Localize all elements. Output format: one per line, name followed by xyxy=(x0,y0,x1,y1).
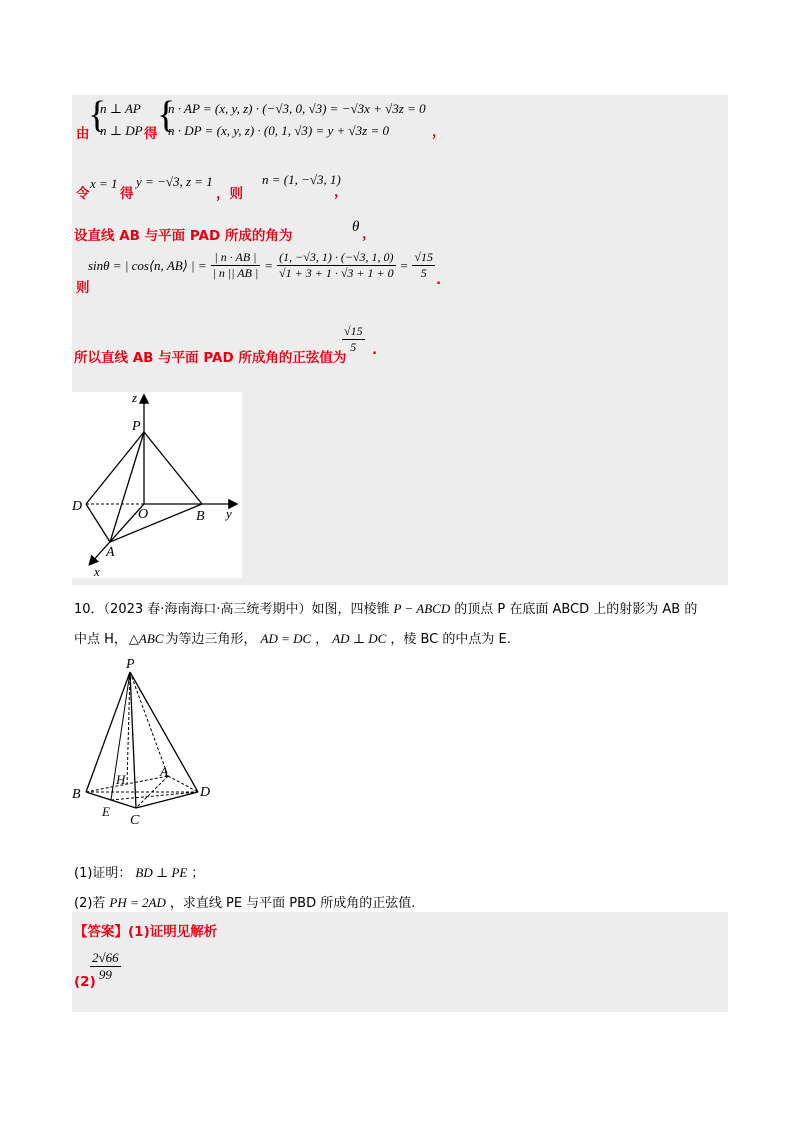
fraction-3-den: 5 xyxy=(420,266,427,280)
question-2-suffix: ，求直线 PE 与平面 PBD 所成角的正弦值. xyxy=(169,896,416,911)
system1-condition-a: n ⊥ AP xyxy=(100,101,141,116)
fraction-4 xyxy=(342,324,365,355)
fig2-label-D: D xyxy=(200,785,211,800)
fraction-3-num: √15 xyxy=(414,250,433,264)
fraction-3 xyxy=(412,250,435,281)
problem-source: （2023 春·海南海口·高三统考期中）如图，四棱锥 xyxy=(103,602,390,617)
equation-1: n · AP = (x, y, z) · (−√3, 0, √3) = −√3x + √3z = 0 xyxy=(168,101,426,116)
fraction-2 xyxy=(277,250,396,281)
normal-vector: n = (1, −√3, 1) xyxy=(262,172,341,187)
question-2 xyxy=(74,892,415,911)
line5-text: 所以直线 AB 与平面 PAD 所成角的正弦值为 xyxy=(74,350,347,366)
answer-tag: 【答案】 xyxy=(74,924,128,940)
system1-de: 得 xyxy=(144,126,158,142)
fraction-2-den: √1 + 3 + 1 · √3 + 1 + 0 xyxy=(279,266,394,280)
line4-prefix: 则 xyxy=(76,280,90,296)
left-brace-2: { xyxy=(157,94,176,136)
label-D: D xyxy=(72,499,83,514)
equals-1: = xyxy=(264,257,274,273)
fig2-label-E: E xyxy=(102,804,110,819)
sin-expr: sinθ = | cos⟨n, AB⟩ | = xyxy=(88,257,207,273)
figure-2-pyramid xyxy=(72,654,222,832)
problem-text-2b: 为等边三角形， xyxy=(165,632,257,647)
fig2-label-C: C xyxy=(130,813,140,828)
answer-fraction-num: 2√66 xyxy=(92,950,119,965)
line1-comma: ， xyxy=(432,124,446,140)
answer-fraction-den: 99 xyxy=(98,967,112,982)
problem-line-1 xyxy=(74,598,697,617)
fraction-4-num: √15 xyxy=(344,324,363,338)
equals-2: = xyxy=(399,257,409,273)
fraction-2-num: (1, −√3, 1) · (−√3, 1, 0) xyxy=(277,250,396,266)
problem-ad-perp: AD ⊥ DC xyxy=(332,631,387,646)
problem-text-1: 的顶点 P 在底面 ABCD 上的射影为 AB 的 xyxy=(454,602,698,617)
edge-PC xyxy=(130,672,136,808)
answer-part-1: (1)证明见解析 xyxy=(128,924,218,940)
line1-prefix: 由 xyxy=(76,126,90,142)
label-B: B xyxy=(196,509,205,524)
figure-1-pyramid-axes xyxy=(72,392,242,578)
line2-de: 得 xyxy=(120,186,134,202)
problem-line-2 xyxy=(74,628,511,647)
question-2-math: PH = 2AD xyxy=(109,895,166,910)
label-A: A xyxy=(106,545,115,560)
fraction-4-den: 5 xyxy=(350,340,357,354)
equation-2: n · DP = (x, y, z) · (0, 1, √3) = y + √3z = 0 xyxy=(168,123,389,138)
left-brace-1: { xyxy=(88,94,107,136)
label-P: P xyxy=(132,419,141,434)
fraction-1 xyxy=(211,250,261,281)
problem-text-2a: 中点 H， xyxy=(74,632,127,647)
line2-comma: ， xyxy=(334,184,348,200)
fig2-label-P: P xyxy=(126,657,135,672)
line2-prefix: 令 xyxy=(76,186,90,202)
question-1 xyxy=(74,862,204,881)
problem-sep: ， xyxy=(315,632,329,647)
fig2-label-A: A xyxy=(160,764,168,779)
system1-condition-b: n ⊥ DP xyxy=(100,123,143,138)
fig2-label-B: B xyxy=(72,787,81,802)
answer-line-1 xyxy=(74,920,217,940)
sin-formula xyxy=(88,250,435,281)
figure-1-background xyxy=(72,392,242,578)
problem-text-2c: ，棱 BC 的中点为 E. xyxy=(390,632,511,647)
let-x: x = 1 xyxy=(90,176,118,191)
label-y: y xyxy=(226,506,232,521)
answer-part-2-label: (2) xyxy=(74,974,96,990)
label-x: x xyxy=(94,564,100,578)
line5-period: . xyxy=(372,342,378,358)
line3-text: 设直线 AB 与平面 PAD 所成的角为 xyxy=(74,228,293,244)
question-1-math: BD ⊥ PE xyxy=(135,865,188,880)
line2-ze: ，则 xyxy=(216,186,243,202)
answer-fraction xyxy=(90,950,121,983)
fraction-1-den: | n || AB | xyxy=(212,266,259,280)
line3-comma: ， xyxy=(362,226,376,242)
let-yz: y = −√3, z = 1 xyxy=(136,174,213,189)
theta-symbol: θ xyxy=(352,219,360,235)
problem-triangle: △ABC xyxy=(128,631,164,646)
question-1-suffix: ； xyxy=(191,866,205,881)
question-1-prefix: (1)证明： xyxy=(74,866,132,881)
line4-period: . xyxy=(436,272,442,288)
label-O: O xyxy=(138,507,149,522)
problem-pabcd: P − ABCD xyxy=(393,601,451,616)
question-2-prefix: (2)若 xyxy=(74,896,106,911)
fig2-label-H: H xyxy=(116,772,126,787)
problem-number: 10． xyxy=(74,602,104,617)
edge-PA xyxy=(130,672,168,776)
label-z: z xyxy=(132,392,138,405)
fraction-1-num: | n · AB | xyxy=(211,250,261,266)
problem-ad-dc: AD = DC xyxy=(260,631,312,646)
